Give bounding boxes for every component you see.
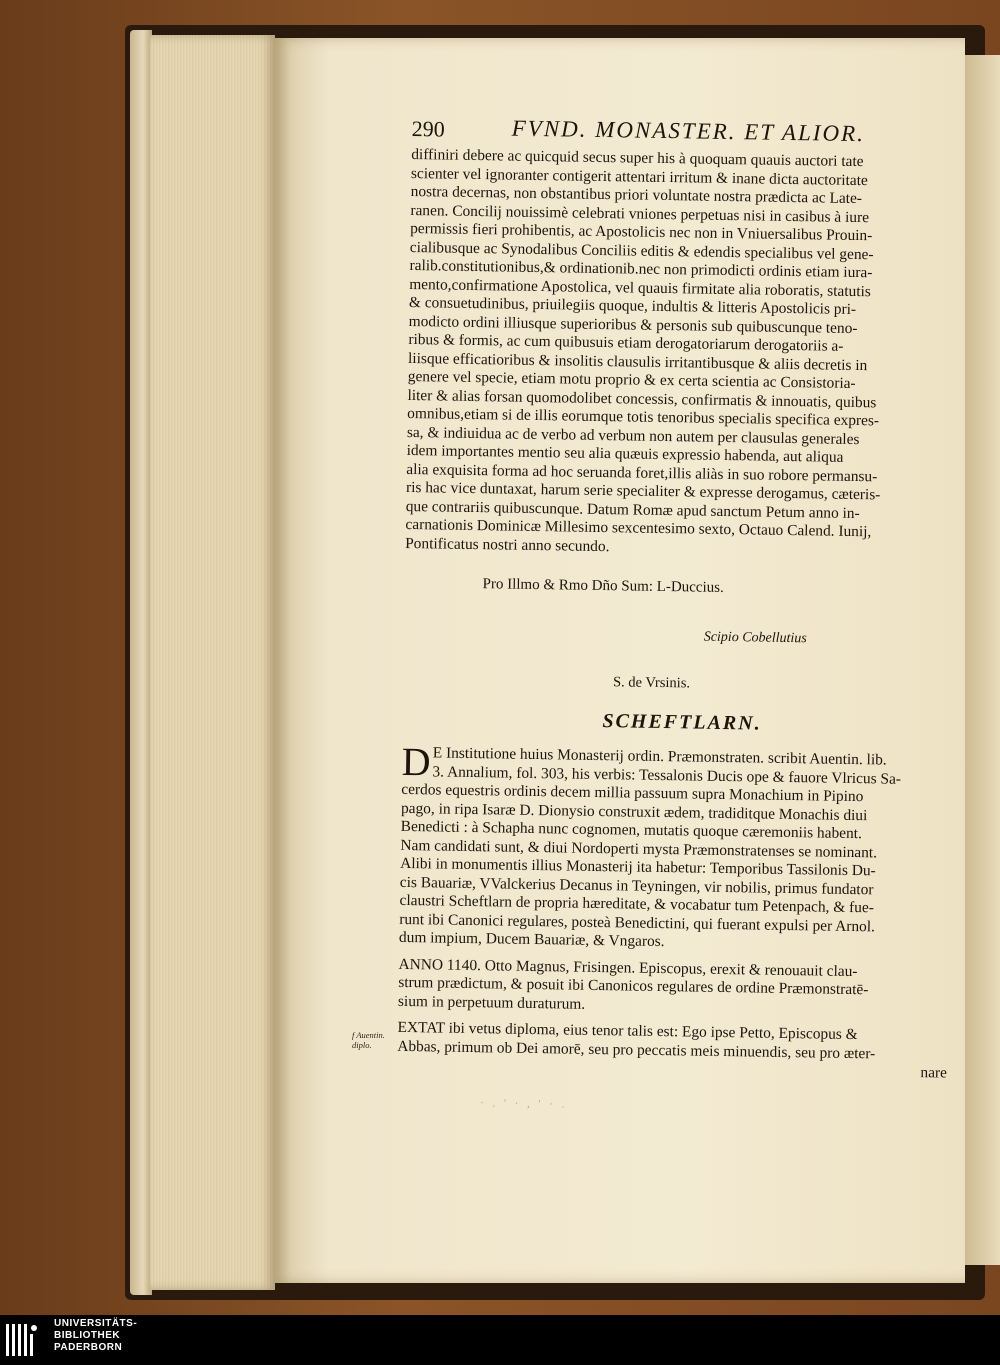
text-line: EXTAT ibi vetus diploma, eius tenor talis est: Ego ipse Petto, Episcopus & — [397, 1018, 858, 1044]
text-line: Abbas, primum ob Dei amorē, seu pro peccatis meis minuendis, seu pro æter- — [397, 1037, 876, 1062]
margin-note: f Auentin. diplo. — [352, 1030, 385, 1050]
library-name-line: PADERBORN — [54, 1342, 123, 1353]
text-line: liisque efficatioribus & insolitis clausulis irritantibusque & aliis decretis in — [407, 349, 868, 374]
text-line: sa, & indiuidua ac de verbo ad verbum non autem per clausulas generales — [406, 423, 860, 448]
text-line: E Institutione huius Monasterij ordin. Præmonstraten. scribit Auentin. lib. — [432, 744, 887, 769]
section-heading: SCHEFTLARN. — [602, 710, 762, 735]
text-line: cis Bauariæ, VValckerius Decanus in Teyningen, vir nobilis, primus fundator — [399, 873, 874, 898]
text-line: claustri Scheftlarn de propria hæreditate, & vocabatur tum Petenpach, & fue- — [399, 891, 875, 917]
text-line: modicto ordini illiusque superioribus & personis sub quibuscunque teno- — [408, 312, 858, 337]
paragraph-1 — [398, 738, 952, 956]
text-line: nostra decernas, non obstantibus priori voluntate nostra prædicta ac Late- — [410, 182, 863, 208]
text-line: Nam candidati sunt, & diui Nordoperti mysta Præmonstratenses se nominant. — [400, 836, 878, 861]
paragraph-3 — [397, 1019, 948, 1083]
signature-line: S. de Vrsinis. — [612, 674, 691, 692]
library-logo-icon — [4, 1320, 44, 1360]
footer-bar — [0, 1315, 1000, 1365]
text-line: ris hac vice duntaxat, harum serie specialiter & expresse derogamus, cæteris- — [405, 478, 881, 504]
text-line: ranen. Concilij nouissimè celebrati vniones perpetuas nisi in casibus à iure — [410, 201, 870, 226]
library-name — [54, 1318, 137, 1354]
text-line: que contrariis quibuscunque. Datum Romæ apud sanctum Petum anno in- — [405, 497, 860, 522]
page-number: 290 — [411, 115, 445, 142]
signature-line: Pro Illmo & Rmo Dño Sum: L-Duccius. — [482, 576, 724, 596]
text-line: & consuetudinibus, priuilegiis quoque, indultis & litteris Apostolicis pri- — [408, 293, 857, 318]
text-line: cialibusque ac Synodalibus Conciliis editis & edendis specialibus vel gene- — [409, 238, 874, 263]
text-line: mento,confirmatione Apostolica, vel quauis firmitate alia roboratis, statutis — [409, 275, 871, 300]
paragraph-2 — [398, 955, 949, 1019]
bleed-through-marks: · . ' · , ' · . — [479, 1097, 568, 1111]
text-line: nare — [920, 1064, 948, 1082]
text-line: Alibi in monumentis illius Monasterij ita habetur: Temporibus Tassilonis Du- — [400, 854, 876, 880]
text-line: carnationis Dominicæ Millesimo sexcentesimo sexto, Octauo Calend. Iunij, — [405, 515, 872, 541]
text-line: cerdos equestris ordinis decem millia passuum supra Monachium in Pipino — [401, 780, 864, 806]
text-line: genere vel specie, etiam motu proprio & ex certa scientia ac Consistoria- — [407, 367, 856, 393]
library-name-line: UNIVERSITÄTS- — [54, 1318, 138, 1329]
drop-cap: D — [401, 738, 432, 785]
signatures — [403, 567, 955, 716]
text-line: pago, in ripa Isaræ D. Dionysio construxit ædem, tradiditque Monachis diui — [400, 799, 868, 824]
book-cover-edge — [130, 30, 152, 1295]
text-line: Benedicti : à Schapha nunc cognomen, mutatis quoque cæremoniis habent. — [400, 817, 863, 843]
text-line: diffiniri debere ac quicquid secus super his à quoquam quauis auctori tate — [411, 145, 864, 171]
text-line: strum prædictum, & posuit ibi Canonicos regulares de ordine Præmonstratē- — [398, 973, 869, 999]
text-line: liter & alias forsan quomodolibet concessis, confirmatis & innouatis, quibus — [407, 386, 877, 411]
text-line: sium in perpetuum duraturum. — [397, 992, 586, 1013]
page-stack-edges — [150, 35, 275, 1290]
page-content — [396, 110, 962, 1119]
text-line: scienter vel ignoranter contigerit attentari irritum & inane dicta auctoritate — [410, 164, 868, 189]
text-line: Pontificatus nostri anno secundo. — [405, 534, 610, 555]
text-line: 3. Annalium, fol. 303, his verbis: Tessalonis Ducis ope & fauore Vlricus Sa- — [432, 762, 902, 788]
text-line: ribus & formis, ac cum quibusuis etiam derogatoriarum derogatoriis a- — [408, 330, 844, 355]
text-block-1 — [405, 146, 961, 562]
text-line: alia exquisita forma ad hoc seruanda foret,illis aliàs in suo robore permansu- — [406, 460, 878, 485]
signature-line: Scipio Cobellutius — [703, 629, 807, 647]
text-line: dum impium, Ducem Bauariæ, & Vngaros. — [398, 928, 665, 951]
text-line: permissis fieri prohibentis, ac Apostolicis nec non in Vniuersalibus Prouin- — [410, 219, 873, 245]
library-name-line: BIBLIOTHEK — [54, 1330, 121, 1341]
text-line: runt ibi Canonici regulares, posteà Benedictini, qui fuerant expulsi per Arnol. — [399, 910, 876, 935]
running-title: FVND. MONASTER. ET ALIOR. — [511, 115, 866, 147]
text-line: idem importantes mentio seu alia quæuis expressio habenda, aut aliqua — [406, 441, 844, 466]
text-line: ralib.constitutionibus,& ordinationib.nec non primodicti ordinis etiam iura- — [409, 256, 873, 282]
text-line: omnibus,etiam si de illis eorumque totis tenoribus specialis specifica expres- — [407, 404, 880, 430]
facing-page-edge — [965, 55, 1000, 1265]
text-line: ANNO 1140. Otto Magnus, Frisingen. Episcopus, erexit & renouauit clau- — [398, 955, 858, 980]
